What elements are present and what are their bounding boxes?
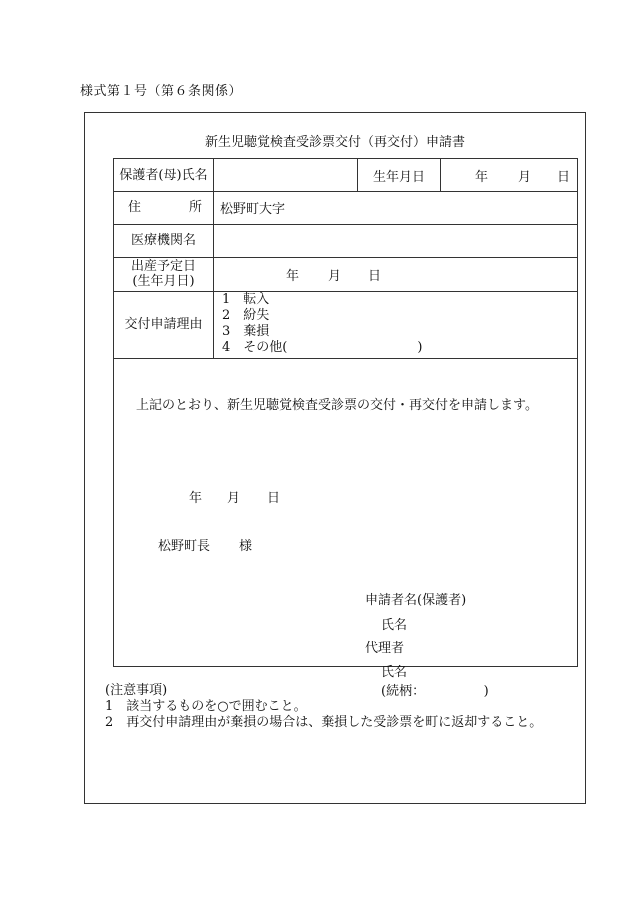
agent-name-label: 氏名	[381, 665, 408, 680]
row-due-date	[114, 257, 577, 292]
application-statement: 上記のとおり、新生児聴覚検査受診票の交付・再交付を申請します。	[136, 398, 538, 413]
reason-option[interactable]: 4 その他( )	[222, 340, 423, 355]
address-field[interactable]	[214, 191, 577, 224]
notes-section	[105, 683, 542, 731]
form-number: 様式第１号（第６条関係）	[80, 84, 243, 99]
row-hospital	[114, 224, 577, 258]
reason-option[interactable]: 2 紛失	[222, 308, 270, 323]
due-date-field[interactable]	[214, 257, 577, 291]
guardian-name-label: 保護者(母)氏名	[114, 159, 214, 191]
address-value: 松野町大字	[220, 202, 286, 217]
due-date-label-line1: 出産予定日	[130, 259, 196, 274]
applicant-name-label: 氏名	[381, 618, 408, 633]
relation-field[interactable]: (続柄： )	[381, 684, 489, 699]
reason-label: 交付申請理由	[114, 291, 214, 358]
reason-option[interactable]: 3 棄損	[222, 324, 270, 339]
date-year-unit: 年	[189, 491, 203, 506]
note-item: 1 該当するものを○で囲むこと。	[105, 699, 307, 714]
row-address	[114, 191, 577, 225]
due-day-unit: 日	[368, 268, 382, 284]
due-date-label-line2: (生年月日)	[132, 274, 195, 289]
hospital-label: 医療機関名	[114, 224, 214, 257]
address-label-char-1: 住	[128, 200, 142, 215]
form-frame	[84, 112, 586, 804]
dob-field[interactable]	[441, 159, 577, 191]
notes-heading: (注意事項)	[105, 683, 168, 698]
reason-options	[222, 292, 422, 356]
addressee-honorific: 様	[239, 539, 253, 554]
row-guardian	[114, 159, 577, 192]
due-date-label	[114, 257, 214, 291]
applicant-heading: 申請者名(保護者)	[365, 593, 467, 608]
reason-option[interactable]: 1 転入	[222, 292, 270, 307]
dob-year-unit: 年	[475, 169, 489, 185]
hospital-field[interactable]	[214, 224, 577, 257]
addressee-name: 松野町長	[158, 539, 211, 554]
agent-label: 代理者	[365, 641, 405, 656]
guardian-name-field[interactable]	[214, 159, 357, 191]
address-label	[114, 191, 214, 224]
form-title: 新生児聴覚検査受診票交付（再交付）申請書	[204, 135, 465, 150]
due-year-unit: 年	[286, 268, 300, 284]
row-reason	[114, 291, 577, 359]
dob-day-unit: 日	[557, 169, 571, 185]
address-label-char-2: 所	[189, 200, 203, 215]
dob-label: 生年月日	[357, 159, 441, 191]
date-month-unit: 月	[227, 491, 241, 506]
note-item: 2 再交付申請理由が棄損の場合は、棄損した受診票を町に返却すること。	[105, 715, 543, 730]
due-month-unit: 月	[328, 268, 342, 284]
dob-month-unit: 月	[518, 169, 532, 185]
date-day-unit: 日	[267, 491, 281, 506]
